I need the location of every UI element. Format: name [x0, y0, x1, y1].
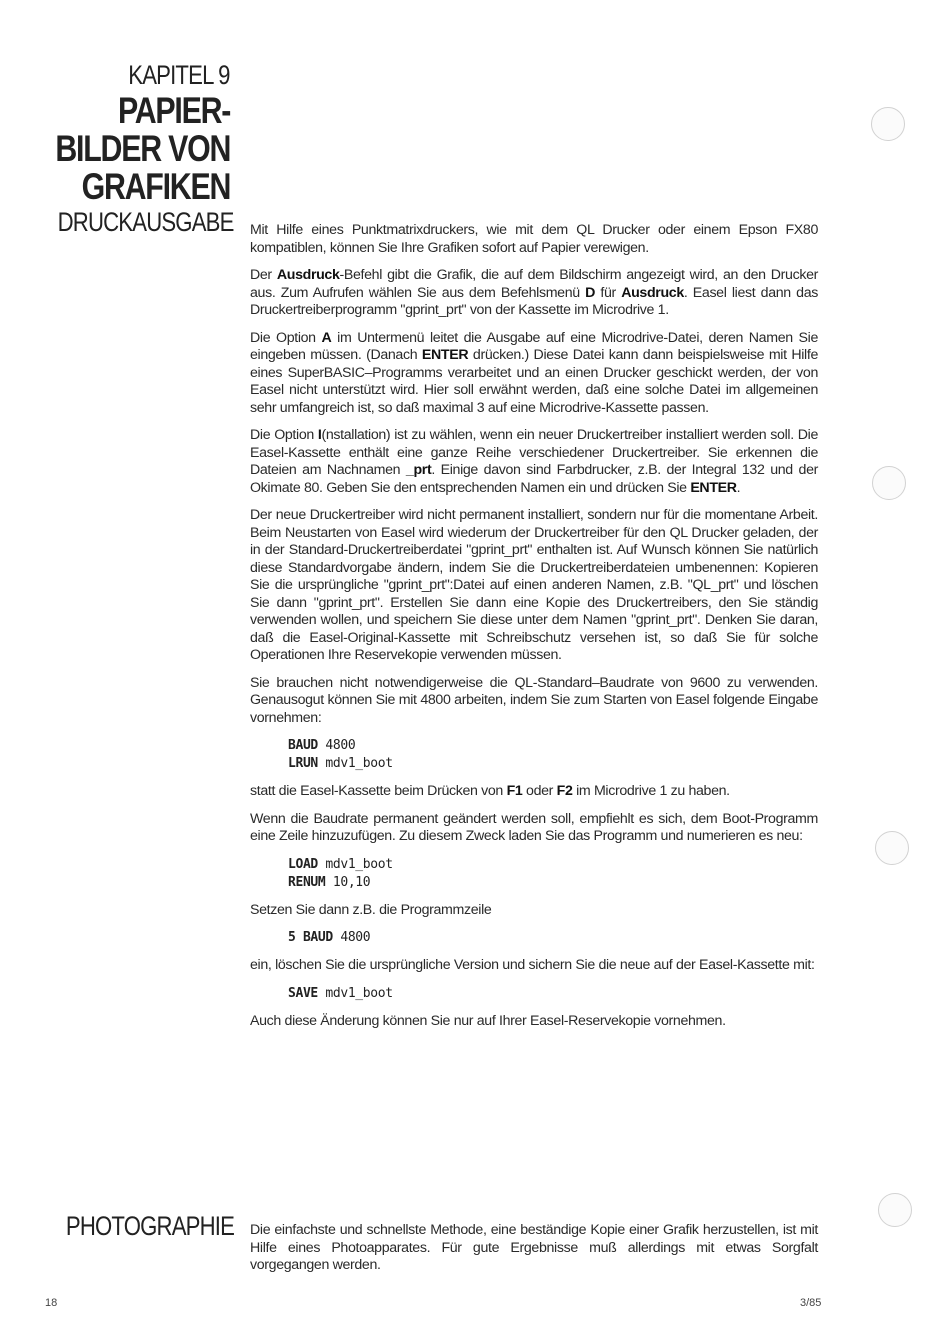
- chapter-title-line: BILDER VON: [55, 128, 230, 169]
- code-block: [288, 737, 818, 773]
- code-line: RENUM 10,10: [288, 874, 371, 890]
- paragraph: Setzen Sie dann z.B. die Programmzeile: [250, 901, 492, 918]
- chapter-title-line: GRAFIKEN: [81, 166, 230, 207]
- page-number: 18: [45, 1297, 58, 1309]
- chapter-title-line: PAPIER-: [117, 90, 230, 131]
- section-heading-druckausgabe: DRUCKAUSGABE: [58, 207, 234, 237]
- paragraph: Der neue Druckertreiber wird nicht permanent installiert, sondern nur für die momentane Arbeit. Beim Neustarten von Easel wird wiederum der Druckertreiber für den QL Drucker geladen, der in der Standard-Druckertreiberdatei "gprint_prt" enthalten ist. Auf Wunsch können Sie natürlich diese Standardvorgabe ändern, indem Sie die Druckertreiberdateien umbenennen: Kopieren Sie die ursprüngliche "gprint_prt":Datei auf einen anderen Namen, z.B. "QL_prt" und löschen Sie dann "gprint_prt". Erstellen Sie dann eine Kopie des Druckertreibers, den Sie ständig verwenden wollen, und speichern Sie diese unter dem Namen "gprint_prt". Denken Sie daran, daß die Easel-Original-Kassette mit Schreibschutz versehen ist, so daß Sie für solche Operationen Ihre Reservekopie verwenden müssen.: [250, 507, 818, 663]
- paragraph: Die Option A im Untermenü leitet die Ausgabe auf eine Microdrive-Datei, deren Namen Sie eingeben müssen. (Danach ENTER drücken.) Diese Datei kann dann beispielsweise mit Hilfe eines SuperBASIC–Programms verarbeitet und an einen Drucker geschickt werden, der von Easel nicht unterstützt wird. Hier soll erwähnt werden, daß eine solche Datei im allgemeinen sehr umfangreich ist, so daß maximal 3 auf eine Microdrive-Kassette passen.: [250, 329, 818, 416]
- section-heading-photographie: PHOTOGRAPHIE: [65, 1211, 234, 1241]
- chapter-label: KAPITEL 9: [128, 60, 230, 90]
- code-line: SAVE mdv1_boot: [288, 985, 393, 1001]
- code-line: BAUD 4800: [288, 738, 356, 753]
- code-line: LRUN mdv1_boot: [288, 756, 393, 771]
- section-body-photographie: [250, 1222, 818, 1285]
- binder-hole-2: [872, 466, 906, 500]
- binder-hole-1: [871, 107, 905, 141]
- binder-hole-3: [875, 831, 909, 865]
- paragraph: Der Ausdruck-Befehl gibt die Grafik, die auf dem Bildschirm angezeigt wird, an den Drucker aus. Zum Aufrufen wählen Sie aus dem Befehlsmenü D für Ausdruck. Easel liest dann das Druckertreiberprogramm "gprint_prt" von der Kassette im Microdrive 1.: [250, 267, 818, 318]
- code-block: [288, 856, 818, 892]
- code-block: [288, 985, 818, 1003]
- paragraph: Die einfachste und schnellste Methode, eine beständige Kopie einer Grafik herzustellen, ist mit Hilfe eines Photoapparates. Für gute Ergebnisse muß allerdings mit etwas Sorgfalt vorgegangen werden.: [250, 1222, 818, 1273]
- paragraph: Auch diese Änderung können Sie nur auf Ihrer Easel-Reservekopie vornehmen.: [250, 1012, 726, 1029]
- paragraph: Wenn die Baudrate permanent geändert werden soll, empfiehlt es sich, dem Boot-Programm eine Zeile hinzuzufügen. Zu diesem Zweck laden Sie das Programm und numerieren es neu:: [250, 810, 818, 844]
- paragraph: statt die Easel-Kassette beim Drücken von F1 oder F2 im Microdrive 1 zu haben.: [250, 783, 730, 799]
- paragraph: Sie brauchen nicht notwendigerweise die QL-Standard–Baudrate von 9600 zu verwenden. Genausogut können Sie mit 4800 arbeiten, indem Sie zum Starten von Easel folgende Eingabe vornehmen:: [250, 674, 818, 726]
- code-block: [288, 929, 818, 947]
- print-date: 3/85: [800, 1297, 822, 1309]
- paragraph: Mit Hilfe eines Punktmatrixdruckers, wie mit dem QL Drucker oder einem Epson FX80 kompatiblen, können Sie Ihre Grafiken sofort auf Papier verewigen.: [250, 222, 818, 256]
- paragraph: Die Option I(nstallation) ist zu wählen, wenn ein neuer Druckertreiber installiert werden soll. Die Easel-Kassette enthält eine ganze Reihe verschiedener Druckertreiber. Sie erkennen die Dateien am Nachnamen _prt. Einige davon sind Farbdrucker, z.B. der Integral 132 und der Okimate 80. Geben Sie den entsprechenden Namen ein und drücken Sie ENTER.: [250, 427, 818, 496]
- code-line: LOAD mdv1_boot: [288, 856, 393, 872]
- section-body-druckausgabe: [250, 222, 818, 1040]
- paragraph: ein, löschen Sie die ursprüngliche Version und sichern Sie die neue auf der Easel-Kassette mit:: [250, 957, 815, 973]
- chapter-title: [55, 92, 230, 206]
- code-line: 5 BAUD 4800: [288, 930, 371, 945]
- binder-hole-4: [878, 1193, 912, 1227]
